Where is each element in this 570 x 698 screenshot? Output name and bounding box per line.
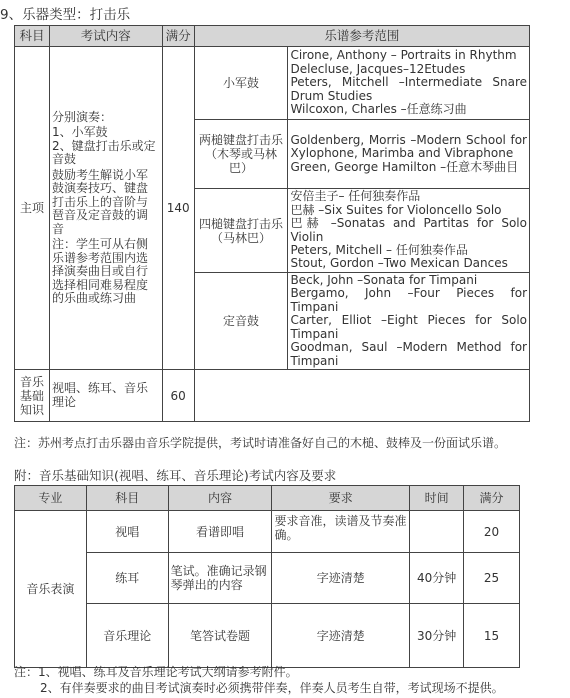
main-content: [49, 47, 162, 370]
note-percussion: 注：苏州考点打击乐器由音乐学院提供，考试时请准备好自己的木槌、鼓棒及一份面试乐谱。: [14, 436, 507, 450]
repertoire-item: Carter, Elliot –Eight Pieces for Solo Timpani: [290, 313, 527, 341]
basic-content: 视唱、练耳、音乐理论: [49, 370, 162, 422]
header-major: 专业: [15, 486, 87, 511]
basic-empty-cell: [194, 370, 529, 422]
row-requirement: 字迹清楚: [272, 604, 410, 668]
basic-score: 60: [162, 370, 194, 422]
row-score: 25: [464, 553, 520, 604]
repertoire-item: Stout, Gordon –Two Mexican Dances: [290, 256, 508, 271]
section-title: 9、乐器类型：打击乐: [0, 7, 131, 23]
repertoire-list: [288, 120, 530, 189]
row-content: 看谱即唱: [168, 511, 272, 553]
instrument-name: 小军鼓: [194, 47, 288, 120]
header-time: 时间: [410, 486, 464, 511]
major-name: 音乐表演: [15, 511, 87, 668]
content-line: 鼓励考生解说小军鼓演奏技巧、键盘打击乐上的音阶与琶音及定音鼓的调音: [51, 167, 148, 236]
row-content: 笔试。准确记录钢琴弹出的内容: [168, 553, 272, 604]
repertoire-item: 巴赫 –Six Suites for Violoncello Solo: [290, 202, 502, 217]
repertoire-item: 安倍圭子– 任何独奏作品: [290, 189, 421, 204]
row-content: 笔答试卷题: [168, 604, 272, 668]
content-line: 2、键盘打击乐或定音鼓: [51, 138, 156, 166]
instrument-name: 两槌键盘打击乐（木琴或马林巴）: [194, 120, 288, 189]
repertoire-item: Delecluse, Jacques–12Etudes: [290, 61, 466, 76]
header-requirement: 要求: [272, 486, 410, 511]
row-time: 30分钟: [410, 604, 464, 668]
header-repertoire: 乐谱参考范围: [194, 26, 529, 47]
header-subject: 科目: [86, 486, 168, 511]
repertoire-item: 巴赫 –Sonatas and Partitas for Solo Violin: [290, 216, 527, 244]
repertoire-item: Peters, Mitchell – 任何独奏作品: [290, 242, 468, 257]
row-subject: 练耳: [86, 553, 168, 604]
note-line: 2、有伴奏要求的曲目考试演奏时必须携带伴奏，伴奏人员考生自带，考试现场不提供。: [40, 681, 504, 695]
row-requirement: 要求音准，读谱及节奏准确。: [272, 511, 410, 553]
row-score: 20: [464, 511, 520, 553]
repertoire-item: Beck, John –Sonata for Timpani: [290, 273, 478, 288]
instrument-name: 定音鼓: [194, 273, 288, 370]
row-subject: 视唱: [86, 511, 168, 553]
header-score: 满分: [464, 486, 520, 511]
repertoire-item: Wilcoxon, Charles –任意练习曲: [290, 102, 467, 117]
basic-knowledge-table: [14, 485, 520, 668]
header-score: 满分: [162, 26, 194, 47]
row-time: 40分钟: [410, 553, 464, 604]
repertoire-item: Green, George Hamilton –任意木琴曲目: [290, 159, 519, 174]
repertoire-item: Peters, Mitchell –Intermediate Snare Drum Studies: [290, 75, 527, 103]
row-subject: 音乐理论: [86, 604, 168, 668]
repertoire-item: Goodman, Saul –Modern Method for Timpani: [290, 340, 527, 368]
main-score: 140: [162, 47, 194, 370]
notes-footer: [14, 664, 504, 696]
exam-table: [14, 25, 530, 422]
repertoire-item: Bergamo, John –Four Pieces for Timpani: [290, 286, 527, 314]
basic-subject: 音乐基础知识: [15, 370, 50, 422]
row-requirement: 字迹清楚: [272, 553, 410, 604]
repertoire-item: Goldenberg, Morris –Modern School for Xylophone, Marimba and Vibraphone: [290, 132, 527, 161]
note-line: 注：1、视唱、练耳及音乐理论考试大纲请参考附件。: [14, 665, 298, 679]
repertoire-list: [288, 273, 530, 370]
header-content: 考试内容: [49, 26, 162, 47]
instrument-name: 四槌键盘打击乐（马林巴）: [194, 189, 288, 273]
repertoire-list: [288, 189, 530, 273]
row-score: 15: [464, 604, 520, 668]
header-content: 内容: [168, 486, 272, 511]
main-subject: 主项: [15, 47, 50, 370]
header-subject: 科目: [15, 26, 50, 47]
content-line: 注：学生可从右侧乐谱参考范围内选择演奏曲目或自行选择相同难易程度的乐曲或练习曲: [51, 237, 148, 305]
content-line: 分别演奏：: [51, 109, 112, 124]
repertoire-list: [288, 47, 530, 120]
row-time: [410, 511, 464, 553]
annex-title: 附：音乐基础知识(视唱、练耳、音乐理论)考试内容及要求: [14, 468, 337, 483]
repertoire-item: Cirone, Anthony – Portraits in Rhythm: [290, 48, 517, 63]
content-line: 1、小军鼓: [51, 125, 108, 139]
